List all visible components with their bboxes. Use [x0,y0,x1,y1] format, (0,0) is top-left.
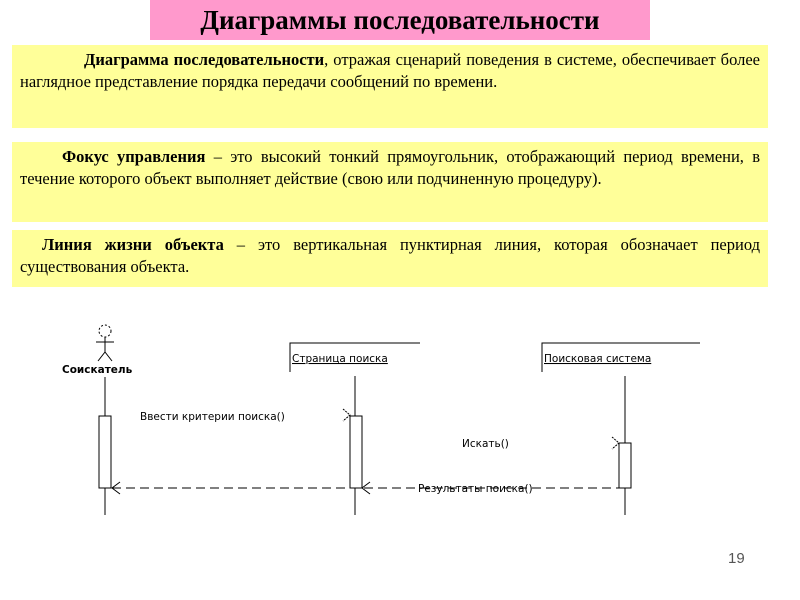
term: Диаграмма последовательности [84,50,325,69]
activation-box [350,416,362,488]
message-label: Результаты поиска() [418,483,533,495]
arrowhead-icon [343,409,350,421]
actor-label: Соискатель [62,364,133,376]
definition-text: – это высокий тонкий прямоугольник, отображающий период времени, в течение которого объект выполняет действие (свою или подчиненную процедуру). [20,147,760,188]
actor-icon [96,325,114,361]
page-number: 19 [728,550,745,567]
term: Линия жизни объекта [42,235,224,254]
activation-box [619,443,631,488]
arrowhead-icon [612,437,619,449]
message-label: Ввести критерии поиска() [140,411,285,423]
definition-text: , отражая сценарий поведения в системе, обеспечивает более наглядное представление порядка передачи сообщений по времени. [20,50,760,91]
term: Фокус управления [62,147,206,166]
activation-box [99,416,111,488]
definition-text: – это вертикальная пунктирная линия, которая обозначает период существования объекта. [20,235,760,276]
message-label: Искать() [462,438,509,450]
object-label: Страница поиска [292,353,388,365]
slide-title: Диаграммы последовательности [150,0,650,40]
object-label: Поисковая система [544,353,652,365]
